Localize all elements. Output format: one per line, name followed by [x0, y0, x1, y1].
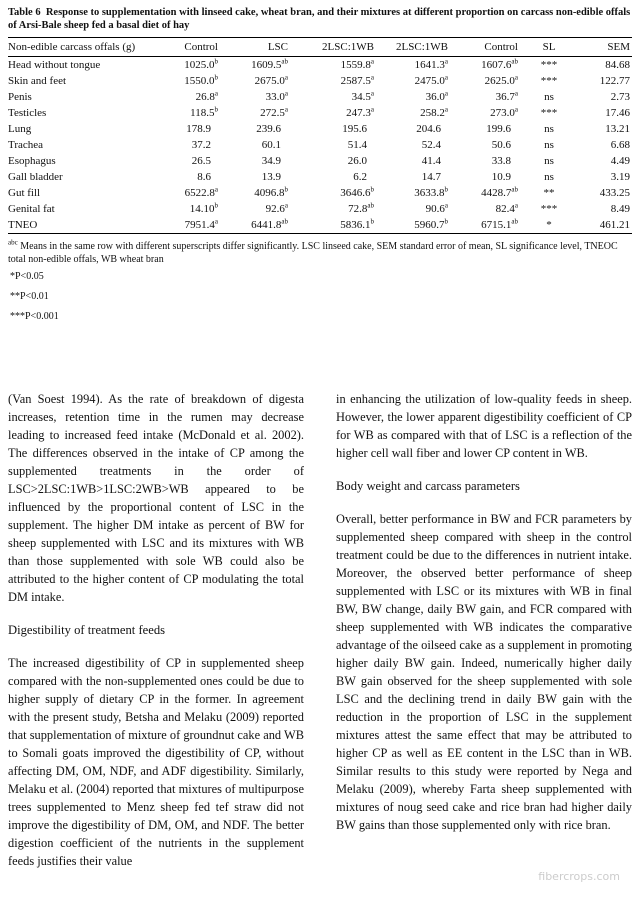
cell-value: 4428.7: [481, 187, 512, 199]
page: [8, 6, 632, 330]
cell-value: 33.0: [265, 91, 285, 103]
row-label: Trachea: [8, 139, 44, 151]
header-col-2: LSC: [267, 41, 288, 53]
cell-superscript: ab: [281, 57, 288, 66]
row-label: Genital fat: [8, 203, 55, 215]
cell-value: 6441.8: [251, 219, 282, 231]
significance-cell: ***: [540, 59, 558, 71]
table-cell: [376, 121, 450, 137]
header-col-4: 2LSC:1WB: [396, 41, 448, 53]
cell-value: 3646.6: [340, 187, 371, 199]
significance-cell: ***: [540, 203, 558, 215]
significance-cell: ns: [544, 139, 554, 151]
table-cell: [290, 217, 376, 234]
table-cell: [160, 89, 220, 105]
significance-cell: ns: [544, 171, 554, 183]
cell-superscript: a: [370, 89, 374, 98]
cell-value: 273.0: [490, 107, 515, 119]
row-label: Skin and feet: [8, 75, 67, 87]
cell-value: 6.2: [353, 171, 367, 183]
cell-value: 26.8: [195, 91, 215, 103]
cell-value: 1641.3: [414, 59, 445, 71]
cell-value: 1025.0: [184, 59, 215, 71]
table-cell: [290, 201, 376, 217]
table-row: [8, 169, 632, 185]
cell-value: 26.0: [347, 155, 367, 167]
cell-superscript: b: [444, 185, 448, 194]
cell-superscript: a: [514, 201, 518, 210]
table-cell: [290, 153, 376, 169]
cell-value: 52.4: [421, 139, 441, 151]
cell-value: 37.2: [191, 139, 211, 151]
cell-value: 195.6: [342, 123, 367, 135]
sig-level-3: ***P<0.001: [10, 311, 59, 322]
table-cell: [450, 105, 520, 121]
table-cell: [450, 201, 520, 217]
table-cell: [160, 169, 220, 185]
table-cell: [220, 153, 290, 169]
table-cell: [220, 105, 290, 121]
sem-cell: 3.19: [610, 171, 630, 183]
table-cell: [290, 121, 376, 137]
cell-superscript: ab: [511, 57, 518, 66]
cell-value: 90.6: [425, 203, 445, 215]
cell-value: 36.7: [495, 91, 515, 103]
sem-cell: 6.68: [610, 139, 630, 151]
header-col-5: Control: [484, 41, 518, 53]
table-body: [8, 57, 632, 234]
cell-value: 41.4: [421, 155, 441, 167]
cell-superscript: a: [284, 89, 288, 98]
cell-value: 1609.5: [251, 59, 282, 71]
table-cell: [160, 105, 220, 121]
cell-value: 1607.6: [481, 59, 512, 71]
table-cell: [220, 201, 290, 217]
cell-superscript: b: [444, 217, 448, 226]
sem-cell: 433.25: [599, 187, 630, 199]
cell-superscript: a: [284, 105, 288, 114]
cell-value: 60.1: [261, 139, 281, 151]
cell-value: 6522.8: [184, 187, 215, 199]
table-cell: [160, 185, 220, 201]
significance-cell: ***: [540, 107, 558, 119]
section-heading-body-weight: Body weight and carcass parameters: [336, 479, 520, 493]
cell-value: 50.6: [491, 139, 511, 151]
table-row: [8, 137, 632, 153]
table-cell: [376, 57, 450, 74]
right-paragraph-1: in enhancing the utilization of low-quality feeds in sheep. However, the lower apparent digestibility coefficient of CP for WB as compared with that of LSC is a reflection of the higher cell wall fiber and lower CP content in WB.: [336, 392, 632, 460]
cell-value: 2475.0: [414, 75, 445, 87]
header-col-1: Control: [184, 41, 218, 53]
cell-value: 272.5: [260, 107, 285, 119]
table-cell: [450, 185, 520, 201]
table-caption-text: Response to supplementation with linseed cake, wheat bran, and their mixtures at different proportion on carcass non-edible offals of Arsi-Bale sheep fed a basal diet of hay: [8, 7, 631, 31]
table-cell: [290, 137, 376, 153]
cell-superscript: b: [214, 73, 218, 82]
cell-superscript: a: [514, 89, 518, 98]
sem-cell: 461.21: [599, 219, 630, 231]
cell-superscript: ab: [281, 217, 288, 226]
cell-value: 34.9: [261, 155, 281, 167]
data-table: [8, 37, 632, 234]
cell-superscript: a: [370, 105, 374, 114]
sig-level-2: **P<0.01: [10, 291, 49, 302]
cell-superscript: ab: [511, 217, 518, 226]
cell-value: 26.5: [191, 155, 211, 167]
significance-cell: ns: [544, 123, 554, 135]
cell-superscript: a: [444, 105, 448, 114]
table-cell: [376, 73, 450, 89]
table-cell: [290, 169, 376, 185]
left-paragraph-1: (Van Soest 1994). As the rate of breakdown of digesta increases, retention time in the rumen may decrease leading to increased feed intake (McDonald et al. 2002). The differences observed in the intake of CP among the supplemented treatments in the order of LSC>2LSC:1WB>1LSC:2WB>WB appeared to be influenced by the proportional content of LSC in the supplement. The higher DM intake as percent of BW for sheep supplemented with LSC and its mixtures with WB than those supplemented with sole WB could also be attributed to the higher content of CP modulating the total DM intake.: [8, 392, 304, 604]
table-cell: [450, 137, 520, 153]
cell-value: 33.8: [491, 155, 511, 167]
table-cell: [220, 169, 290, 185]
significance-cell: **: [543, 187, 555, 199]
cell-value: 14.10: [189, 203, 215, 215]
row-label: Penis: [8, 91, 32, 103]
cell-superscript: a: [214, 89, 218, 98]
cell-value: 14.7: [421, 171, 441, 183]
table-cell: [160, 201, 220, 217]
cell-value: 13.9: [261, 171, 281, 183]
cell-superscript: a: [444, 73, 448, 82]
cell-value: 2625.0: [484, 75, 515, 87]
cell-superscript: a: [370, 73, 374, 82]
cell-value: 72.8: [348, 203, 368, 215]
row-label: Head without tongue: [8, 59, 101, 71]
row-label: Lung: [8, 123, 32, 135]
table-cell: [450, 89, 520, 105]
header-sem: SEM: [607, 41, 630, 53]
right-paragraph-2: Overall, better performance in BW and FCR parameters by supplemented sheep compared with sheep in the control treatment could be due to the differences in nutrient intake. Moreover, the observed better performance of sheep supplemented with LSC or its mixtures with WB in final BW, BW change, daily BW gain, and FCR compared with sheep supplemented with WB indicates the comparative advantage of the oilseed cake as a supplement in promoting higher daily BW gain. Indeed, numerically higher daily BW gain observed for the sheep supplemented with sole LSC and the declining trend in daily BW gain with the reduction in the proportion of LSC in the supplement mixtures attest the same effect that may be attributed to higher CP as well as EE content in the LSC than in WB. Similar results to this study were reported by Nega and Melaku (2009), whereby Farta sheep supplemented with mixtures of noug seed cake and rice bran had higher daily BW gains than those supplemented only with rice bran.: [336, 512, 632, 832]
cell-value: 36.0: [425, 91, 445, 103]
table-cell: [450, 153, 520, 169]
cell-value: 1559.8: [340, 59, 371, 71]
cell-value: 247.3: [346, 107, 371, 119]
cell-value: 118.5: [190, 107, 215, 119]
table-label: Table 6: [8, 7, 41, 18]
cell-superscript: a: [214, 185, 218, 194]
cell-superscript: a: [284, 201, 288, 210]
table-cell: [376, 89, 450, 105]
table-row: [8, 105, 632, 121]
table-cell: [376, 201, 450, 217]
table-cell: [220, 57, 290, 74]
cell-superscript: a: [444, 57, 448, 66]
table-cell: [290, 185, 376, 201]
table-cell: [290, 105, 376, 121]
cell-value: 239.6: [256, 123, 281, 135]
footnote-text: Means in the same row with different superscripts differ significantly. LSC linseed cake, SEM standard error of mean, SL significance level, TNEOC total non-edible offals, WB wheat bran: [8, 241, 618, 265]
cell-value: 4096.8: [254, 187, 285, 199]
cell-superscript: a: [214, 217, 218, 226]
table-cell: [376, 169, 450, 185]
table-cell: [160, 153, 220, 169]
cell-value: 5836.1: [340, 219, 371, 231]
table-cell: [160, 121, 220, 137]
table-cell: [376, 153, 450, 169]
cell-superscript: ab: [367, 201, 374, 210]
header-col-3: 2LSC:1WB: [322, 41, 374, 53]
cell-superscript: a: [284, 73, 288, 82]
cell-superscript: b: [370, 185, 374, 194]
body-text: [8, 390, 632, 870]
table-header-row: [8, 38, 632, 57]
table-cell: [450, 169, 520, 185]
table-cell: [160, 217, 220, 234]
cell-superscript: b: [214, 201, 218, 210]
cell-value: 10.9: [491, 171, 511, 183]
table-cell: [376, 137, 450, 153]
sem-cell: 84.68: [605, 59, 630, 71]
significance-cell: *: [546, 219, 552, 231]
row-label: Gut fill: [8, 187, 41, 199]
table-row: [8, 121, 632, 137]
cell-value: 2675.0: [254, 75, 285, 87]
cell-value: 6715.1: [481, 219, 512, 231]
table-cell: [220, 73, 290, 89]
right-column: [336, 390, 632, 870]
cell-superscript: b: [370, 217, 374, 226]
table-cell: [220, 217, 290, 234]
cell-value: 1550.0: [184, 75, 215, 87]
table-cell: [450, 73, 520, 89]
cell-value: 34.5: [351, 91, 371, 103]
header-offal: Non-edible carcass offals (g): [8, 41, 136, 53]
sem-cell: 122.77: [599, 75, 630, 87]
sem-cell: 4.49: [610, 155, 630, 167]
cell-superscript: a: [444, 89, 448, 98]
cell-value: 2587.5: [340, 75, 371, 87]
left-column: [8, 390, 304, 870]
cell-superscript: a: [444, 201, 448, 210]
cell-value: 199.6: [486, 123, 511, 135]
cell-superscript: a: [514, 73, 518, 82]
table-cell: [290, 73, 376, 89]
section-heading-digestibility: Digestibility of treatment feeds: [8, 623, 166, 637]
cell-superscript: b: [214, 105, 218, 114]
sig-level-1: *P<0.05: [10, 271, 44, 282]
row-label: Esophagus: [8, 155, 56, 167]
watermark: fibercrops.com: [538, 870, 620, 883]
cell-value: 3633.8: [414, 187, 445, 199]
cell-superscript: b: [214, 57, 218, 66]
cell-superscript: a: [370, 57, 374, 66]
table-cell: [376, 185, 450, 201]
table-cell: [290, 89, 376, 105]
cell-value: 8.6: [197, 171, 211, 183]
table-cell: [450, 217, 520, 234]
table-row: [8, 217, 632, 234]
significance-cell: ns: [544, 91, 554, 103]
cell-value: 51.4: [347, 139, 367, 151]
sem-cell: 17.46: [605, 107, 630, 119]
table-row: [8, 73, 632, 89]
cell-value: 7951.4: [184, 219, 215, 231]
cell-value: 82.4: [495, 203, 515, 215]
cell-value: 178.9: [186, 123, 211, 135]
table-row: [8, 89, 632, 105]
table-row: [8, 57, 632, 74]
cell-value: 204.6: [416, 123, 441, 135]
header-sl: SL: [542, 41, 556, 53]
table-caption: [8, 6, 632, 32]
table-cell: [220, 121, 290, 137]
table-cell: [220, 137, 290, 153]
sem-cell: 8.49: [610, 203, 630, 215]
table-cell: [220, 89, 290, 105]
table-cell: [160, 57, 220, 74]
row-label: TNEO: [8, 219, 38, 231]
table-row: [8, 153, 632, 169]
row-label: Gall bladder: [8, 171, 63, 183]
table-cell: [450, 121, 520, 137]
footnote-superscript: abc: [8, 238, 18, 247]
table-row: [8, 185, 632, 201]
cell-superscript: b: [284, 185, 288, 194]
table-cell: [450, 57, 520, 74]
row-label: Testicles: [8, 107, 47, 119]
significance-cell: ns: [544, 155, 554, 167]
table-footnote: [8, 240, 632, 323]
table-cell: [290, 57, 376, 74]
cell-value: 92.6: [265, 203, 285, 215]
cell-superscript: ab: [511, 185, 518, 194]
sem-cell: 2.73: [610, 91, 630, 103]
table-cell: [160, 137, 220, 153]
significance-cell: ***: [540, 75, 558, 87]
table-cell: [160, 73, 220, 89]
cell-value: 258.2: [420, 107, 445, 119]
sem-cell: 13.21: [605, 123, 630, 135]
cell-value: 5960.7: [414, 219, 445, 231]
table-cell: [376, 217, 450, 234]
table-cell: [220, 185, 290, 201]
cell-superscript: a: [514, 105, 518, 114]
table-row: [8, 201, 632, 217]
left-paragraph-2: The increased digestibility of CP in supplemented sheep compared with the non-supplemented ones could be due to higher supply of dietary CP in the former. In agreement with the present study, Betsha and Melaku (2009) reported that supplementation of mixture of groundnut cake and WB to Somali goats improved the digestibility of CP, without affecting DM, OM, NDF, and ADF digestibility. Similarly, Melaku et al. (2004) reported that mixtures of multipurpose trees supplemented to Menz sheep fed tef straw did not improve the digestibility of DM, OM, and NDF. The better digestion coefficient of the nutrients in the supplement feeds justifies their value: [8, 656, 304, 868]
table-cell: [376, 105, 450, 121]
